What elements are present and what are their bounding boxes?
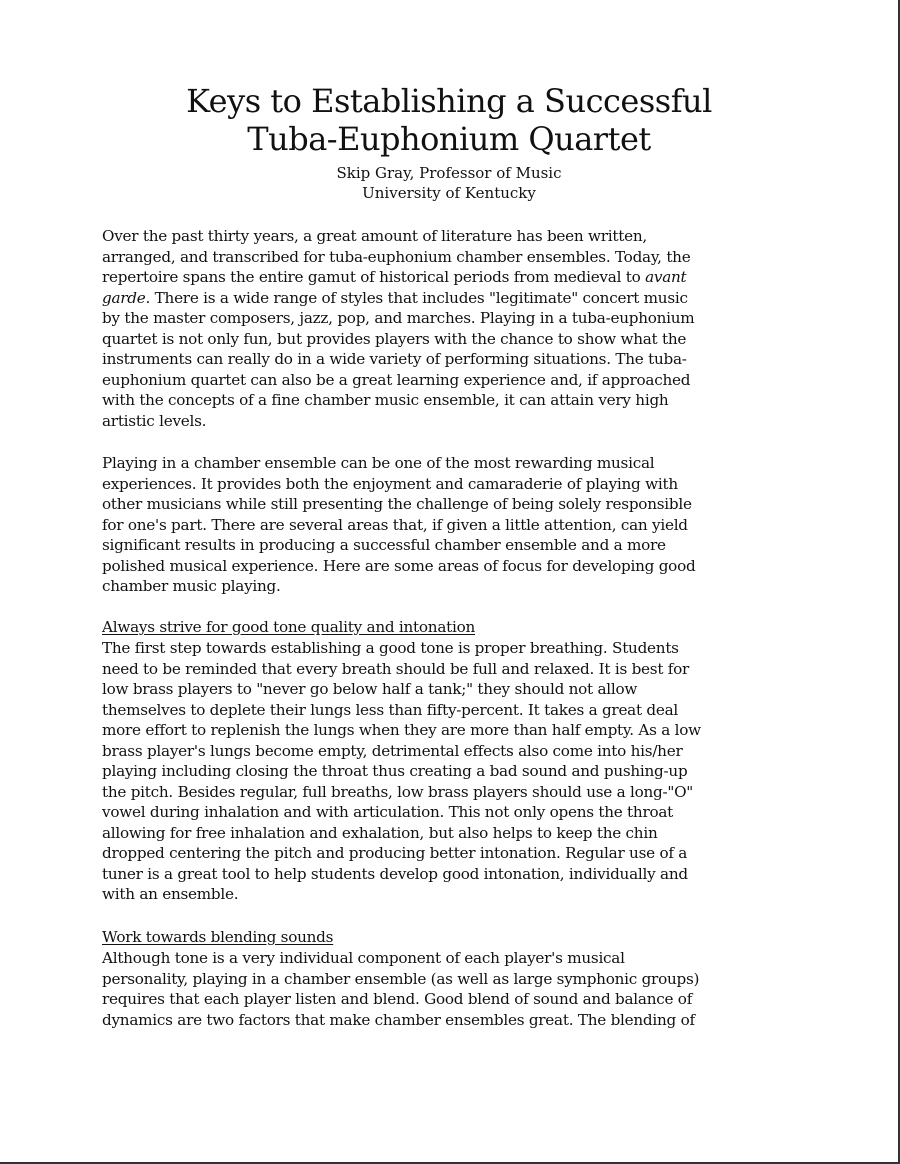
paragraph-line: low brass players to "never go below half a tank;" they should not allow bbox=[102, 680, 638, 698]
paragraph-line: dropped centering the pitch and producing better intonation. Regular use of a bbox=[102, 844, 688, 862]
paragraph-tone bbox=[102, 638, 802, 905]
paragraph-line: significant results in producing a successful chamber ensemble and a more bbox=[102, 536, 666, 554]
paragraph-chamber bbox=[102, 453, 802, 597]
section-heading-blend: Work towards blending sounds bbox=[102, 928, 334, 946]
text-run: repertoire spans the entire gamut of historical periods from medieval to bbox=[102, 268, 646, 286]
paragraph-line: tuner is a great tool to help students develop good intonation, individually and bbox=[102, 864, 688, 883]
title-line-1: Keys to Establishing a Successful bbox=[186, 82, 712, 120]
paragraph-line: personality, playing in a chamber ensemble (as well as large symphonic groups) bbox=[102, 969, 700, 988]
affiliation-line: University of Kentucky bbox=[362, 184, 536, 202]
paragraph-line: dynamics are two factors that make chamber ensembles great. The blending of bbox=[102, 1010, 695, 1029]
paragraph-line: arranged, and transcribed for tuba-euphonium chamber ensembles. Today, the bbox=[102, 247, 691, 266]
paragraph-line: brass player's lungs become empty, detrimental effects also come into his/her bbox=[102, 741, 683, 760]
paragraph-line: allowing for free inhalation and exhalation, but also helps to keep the chin bbox=[102, 823, 658, 842]
text-run: . There is a wide range of styles that includes "legitimate" concert music bbox=[145, 288, 688, 307]
document-title bbox=[0, 82, 898, 158]
italic-text: avant bbox=[645, 268, 687, 286]
paragraph-line: by the master composers, jazz, pop, and marches. Playing in a tuba-euphonium bbox=[102, 309, 695, 327]
paragraph-line: instruments can really do in a wide variety of performing situations. The tuba- bbox=[102, 350, 687, 368]
paragraph-line: artistic levels. bbox=[102, 411, 207, 430]
title-line-2: Tuba-Euphonium Quartet bbox=[247, 120, 651, 158]
paragraph-line: The first step towards establishing a good tone is proper breathing. Students bbox=[102, 639, 679, 657]
paragraph-line: with the concepts of a fine chamber music ensemble, it can attain very high bbox=[102, 391, 669, 409]
paragraph-line: other musicians while still presenting the challenge of being solely responsible bbox=[102, 495, 692, 513]
paragraph-line: experiences. It provides both the enjoyment and camaraderie of playing with bbox=[102, 474, 678, 493]
paragraph-line: vowel during inhalation and with articulation. This not only opens the throat bbox=[102, 803, 674, 821]
paragraph-line: Although tone is a very individual component of each player's musical bbox=[102, 949, 625, 967]
paragraph-line bbox=[102, 267, 802, 288]
paragraph-line bbox=[102, 288, 802, 309]
paragraph-line: chamber music playing. bbox=[102, 577, 281, 595]
paragraph-line: need to be reminded that every breath should be full and relaxed. It is best for bbox=[102, 659, 690, 678]
paragraph-line: euphonium quartet can also be a great learning experience and, if approached bbox=[102, 370, 691, 389]
paragraph-line: with an ensemble. bbox=[102, 885, 239, 903]
paragraph-line: the pitch. Besides regular, full breaths, low brass players should use a long-"O" bbox=[102, 782, 694, 801]
paragraph-intro bbox=[102, 226, 802, 431]
section-heading-tone: Always strive for good tone quality and intonation bbox=[102, 618, 476, 636]
paragraph-line: Over the past thirty years, a great amount of literature has been written, bbox=[102, 227, 647, 245]
paragraph-blend bbox=[102, 948, 802, 1030]
italic-text: garde bbox=[102, 288, 146, 307]
paragraph-line: for one's part. There are several areas that, if given a little attention, can yield bbox=[102, 515, 688, 534]
paragraph-line: quartet is not only fun, but provides players with the chance to show what the bbox=[102, 329, 687, 348]
paragraph-line: themselves to deplete their lungs less than fifty-percent. It takes a great deal bbox=[102, 700, 679, 719]
paragraph-line: more effort to replenish the lungs when they are more than half empty. As a low bbox=[102, 721, 701, 739]
paragraph-line: Playing in a chamber ensemble can be one of the most rewarding musical bbox=[102, 454, 655, 472]
paragraph-line: polished musical experience. Here are some areas of focus for developing good bbox=[102, 556, 696, 575]
author-line: Skip Gray, Professor of Music bbox=[336, 164, 562, 182]
paragraph-line: requires that each player listen and blend. Good blend of sound and balance of bbox=[102, 990, 693, 1008]
paragraph-line: playing including closing the throat thus creating a bad sound and pushing-up bbox=[102, 762, 688, 780]
